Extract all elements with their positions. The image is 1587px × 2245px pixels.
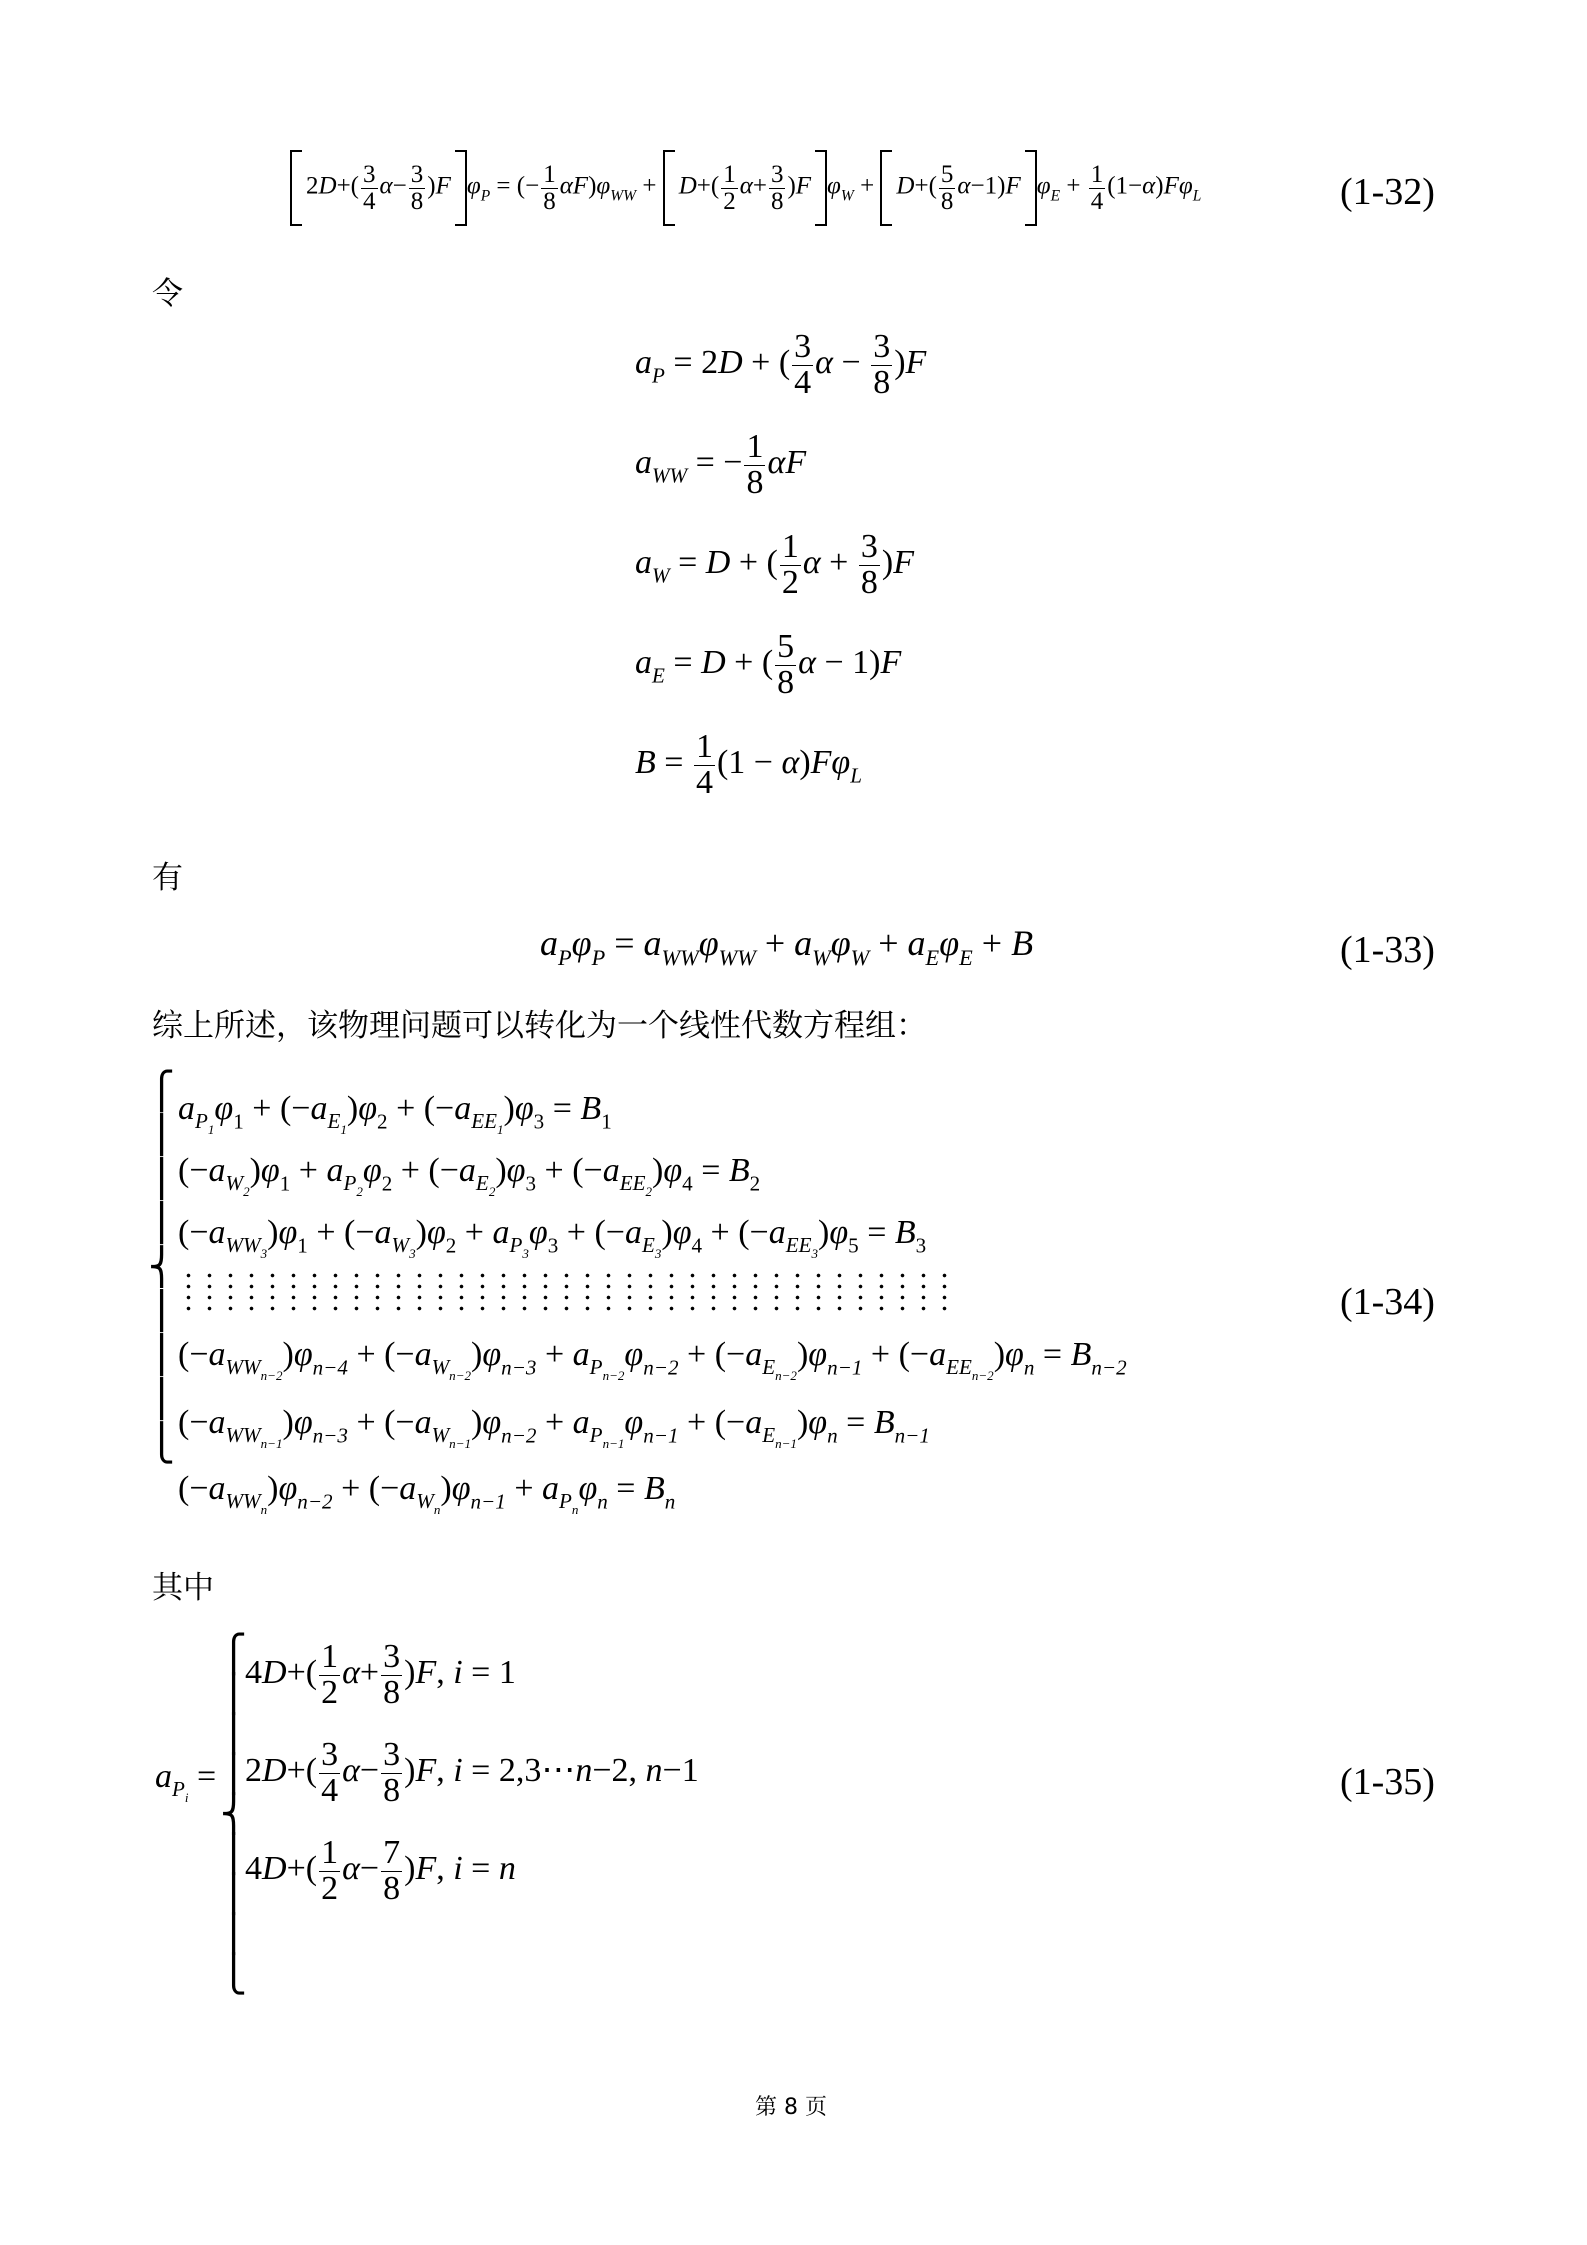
system-row-n-1: $(-a_{WW_{n-1}})\varphi_{n-3} + (-a_{W_{n-1}})\varphi_{n-2} + a_{P_{n-1}}\varphi_{n-1} + (-a_{E_{n-1}})\varphi_n = B_{n-1}$ bbox=[178, 1404, 930, 1452]
def-a-e: $a_E = D$ + ( $\frac{5}{8}$ α − 1)F bbox=[635, 628, 902, 701]
def-a-p: $a_P = 2D$ + ( $\frac{3}{4}$ α − $\frac{3}{8}$ )F bbox=[635, 328, 927, 401]
footer-label-pre: 第 bbox=[755, 2095, 778, 2120]
system-row-n-2: $(-a_{WW_{n-2}})\varphi_{n-4} + (-a_{W_{n-2}})\varphi_{n-3} + a_{P_{n-2}}\varphi_{n-2} + (-a_{E_{n-2}})\varphi_{n-1} + (-a_{EE_{n-2}})\varphi_n = B_{n-2}$ bbox=[178, 1336, 1127, 1384]
footer-label-post: 页 bbox=[805, 2095, 828, 2120]
def-a-w: $a_W = D$ + ( $\frac{1}{2}$ α + $\frac{3}{8}$ )F bbox=[635, 528, 914, 601]
equation-number-1-34: (1-34) bbox=[1340, 1281, 1435, 1323]
system-row-1: $a_{P_1}\varphi_1 + (-a_{E_1})\varphi_2 + (-a_{EE_1})\varphi_3 = B_1$ bbox=[178, 1090, 612, 1138]
equation-number-1-35: (1-35) bbox=[1340, 1761, 1435, 1803]
system-row-3: $(-a_{WW_3})\varphi_1 + (-a_{W_3})\varphi_2 + a_{P_3}\varphi_3 + (-a_{E_3})\varphi_4 + (-a_{EE_3})\varphi_5 = B_3$ bbox=[178, 1214, 927, 1262]
page-number: 8 bbox=[784, 2095, 799, 2120]
def-b: B = $\frac{1}{4}$ $(1 - \alpha)F\varphi_L$ bbox=[635, 728, 862, 801]
piecewise-case-1: 4D+( $\frac{1}{2}$ α+ $\frac{3}{8}$ )F, i = 1 bbox=[245, 1638, 516, 1711]
equation-1-32: 2D+( $\frac{3}{4}$ α− $\frac{3}{8}$ )F $\varphi_P$ = (− $\frac{1}{8}$ $\alpha F)\varphi_{WW} + D+$( $\frac{1}{2}$ α+ $\frac{3}{8}$ )F $\varphi_W + D+$( $\frac{5}{8}$ α−1)F $\varphi_E$ + $\frac{1}{4}$ $(1-\alpha)F\varphi_L$ bbox=[290, 150, 1201, 226]
equation-1-33: $a_P\varphi_P = a_{WW}\varphi_{WW} + a_W\varphi_W + a_E\varphi_E + B$ bbox=[540, 923, 1034, 971]
equation-1-35-lhs: $a_{P_i}$ = bbox=[155, 1758, 217, 1806]
piecewise-case-3: 4D+( $\frac{1}{2}$ α− $\frac{7}{8}$ )F, i = n bbox=[245, 1834, 516, 1907]
word-you: 有 bbox=[152, 860, 183, 896]
system-row-2: $(-a_{W_2})\varphi_1 + a_{P_2}\varphi_2 + (-a_{E_2})\varphi_3 + (-a_{EE_2})\varphi_4 = B_2$ bbox=[178, 1152, 761, 1200]
equation-number-1-33: (1-33) bbox=[1340, 929, 1435, 971]
word-ling: 令 bbox=[152, 276, 183, 312]
system-left-brace: ⎧ ⎪ ⎪ ⎪ ⎨ ⎪ ⎪ ⎪ ⎩ bbox=[148, 1071, 175, 1464]
piecewise-case-2: 2D+( $\frac{3}{4}$ α− $\frac{3}{8}$ )F, i = 2,3⋯n−2, n−1 bbox=[245, 1736, 699, 1809]
def-a-ww: $a_{WW}$ = − $\frac{1}{8}$ αF bbox=[635, 428, 807, 501]
page-footer bbox=[755, 2090, 827, 2121]
piecewise-left-brace: ⎧ ⎪ ⎪ ⎪ ⎨ ⎪ ⎪ ⎪ ⎩ bbox=[220, 1634, 247, 1995]
system-row-n: $(-a_{WW_n})\varphi_{n-2} + (-a_{W_n})\varphi_{n-1} + a_{P_n}\varphi_n = B_n$ bbox=[178, 1470, 676, 1518]
word-qizhong: 其中 bbox=[152, 1570, 214, 1606]
equation-number-1-32: (1-32) bbox=[1340, 171, 1435, 213]
system-ellipsis-dots bbox=[178, 1270, 958, 1316]
summary-sentence: 综上所述，该物理问题可以转化为一个线性代数方程组： bbox=[152, 1008, 927, 1044]
